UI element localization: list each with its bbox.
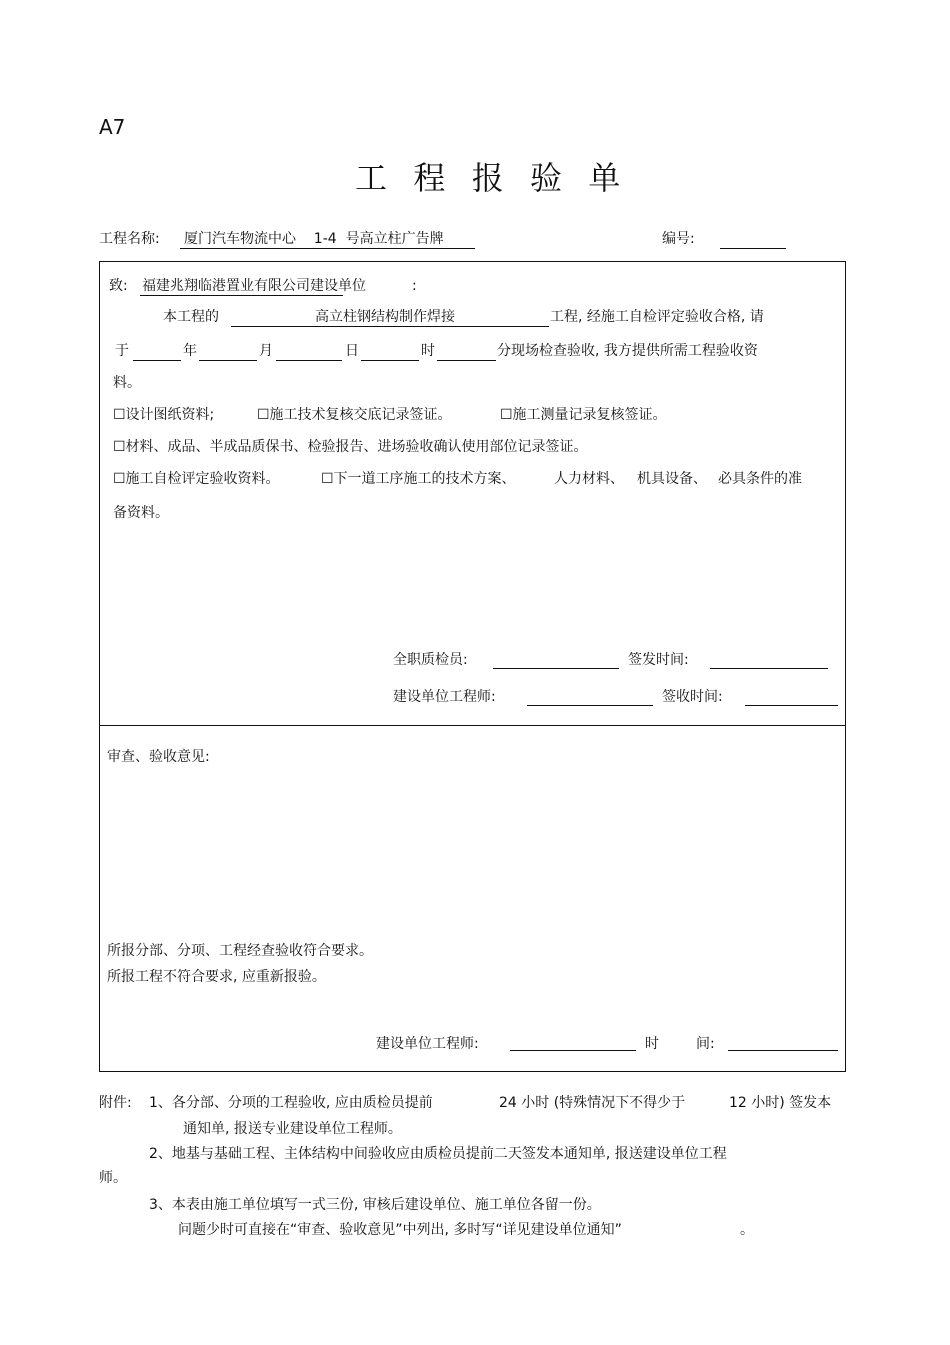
checkbox-self-inspection[interactable]: ☐施工自检评定验收资料。 [113,471,280,487]
opinion-label: 审查、验收意见: [107,749,210,765]
project-name-label: 工程名称: [99,231,160,247]
note-1d: 通知单, 报送专业建设单位工程师。 [183,1121,402,1137]
project-name-value: 厦门汽车物流中心 1-4 号高立柱广告牌 [184,231,444,247]
review-time-label-a: 时 [645,1036,659,1052]
checkbox-next-process[interactable]: ☐下一道工序施工的技术方案、 [321,471,516,487]
work-name-underline [231,326,549,327]
engineer-label: 建设单位工程师: [393,689,496,705]
to-label: 致: [109,278,128,294]
work-name: 高立柱钢结构制作焊接 [315,309,455,325]
note-2b: 师。 [99,1170,127,1186]
next-process-equipment: 机具设备、 [637,471,707,487]
note-3: 3、本表由施工单位填写一式三份, 审核后建设单位、施工单位各留一份。 [149,1197,601,1213]
day-label: 日 [345,343,359,359]
issue-time-label: 签发时间: [628,652,689,668]
line3-text: 料。 [113,375,141,391]
note-1b: 24 小时 (特殊情况下不得少于 [499,1095,686,1111]
receive-time-field[interactable] [745,705,838,706]
review-time-label-b: 间: [696,1036,715,1052]
opinion-rejected: 所报工程不符合要求, 应重新报验。 [107,969,326,985]
receive-time-label: 签收时间: [662,689,723,705]
note-1c: 12 小时) 签发本 [729,1095,832,1111]
project-number-label: 编号: [662,231,695,247]
checkbox-materials[interactable]: ☐材料、成品、半成品质保书、检验报告、进场验收确认使用部位记录签证。 [113,439,588,455]
inspector-label: 全职质检员: [393,652,468,668]
to-colon: : [412,278,417,294]
form-code: A7 [99,115,126,139]
opinion-accepted: 所报分部、分项、工程经查验收符合要求。 [107,943,373,959]
day-field[interactable] [276,360,342,361]
hour-label: 时 [421,343,435,359]
year-label: 年 [183,343,197,359]
month-field[interactable] [199,360,257,361]
application-section [99,261,846,726]
page-title: 工 程 报 验 单 [355,159,623,197]
project-number-underline [720,248,786,249]
next-process-cont: 备资料。 [113,505,169,521]
checkbox-survey-review[interactable]: ☐施工测量记录复核签证。 [500,407,667,423]
engineer-field[interactable] [527,705,653,706]
next-process-manpower: 人力材料、 [554,471,624,487]
project-name-underline [180,248,475,249]
date-prefix: 于 [115,343,129,359]
review-section [99,725,846,1072]
date-suffix: 分现场检查验收, 我方提供所需工程验收资 [497,343,758,359]
note-4b: 。 [740,1222,754,1238]
note-4a: 问题少时可直接在“审查、验收意见”中列出, 多时写“详见建设单位通知” [178,1222,622,1238]
issue-time-field[interactable] [710,668,828,669]
minute-field[interactable] [437,360,496,361]
year-field[interactable] [133,360,181,361]
work-suffix: 工程, 经施工自检评定验收合格, 请 [550,309,764,325]
checkbox-design-drawings[interactable]: ☐设计图纸资料; [113,407,215,423]
next-process-conditions: 必具条件的准 [718,471,802,487]
checkbox-tech-review[interactable]: ☐施工技术复核交底记录签证。 [257,407,452,423]
to-recipient: 福建兆翔临港置业有限公司建设单位 [142,278,366,294]
review-engineer-field[interactable] [510,1050,636,1051]
to-underline [140,295,343,296]
notes-label: 附件: [99,1095,132,1111]
review-engineer-label: 建设单位工程师: [376,1036,479,1052]
note-2a: 2、地基与基础工程、主体结构中间验收应由质检员提前二天签发本通知单, 报送建设单位工程 [149,1146,727,1162]
hour-field[interactable] [361,360,419,361]
month-label: 月 [259,343,273,359]
inspector-field[interactable] [493,668,619,669]
review-time-field[interactable] [728,1050,838,1051]
note-1a: 1、各分部、分项的工程验收, 应由质检员提前 [149,1095,433,1111]
work-prefix: 本工程的 [163,309,219,325]
